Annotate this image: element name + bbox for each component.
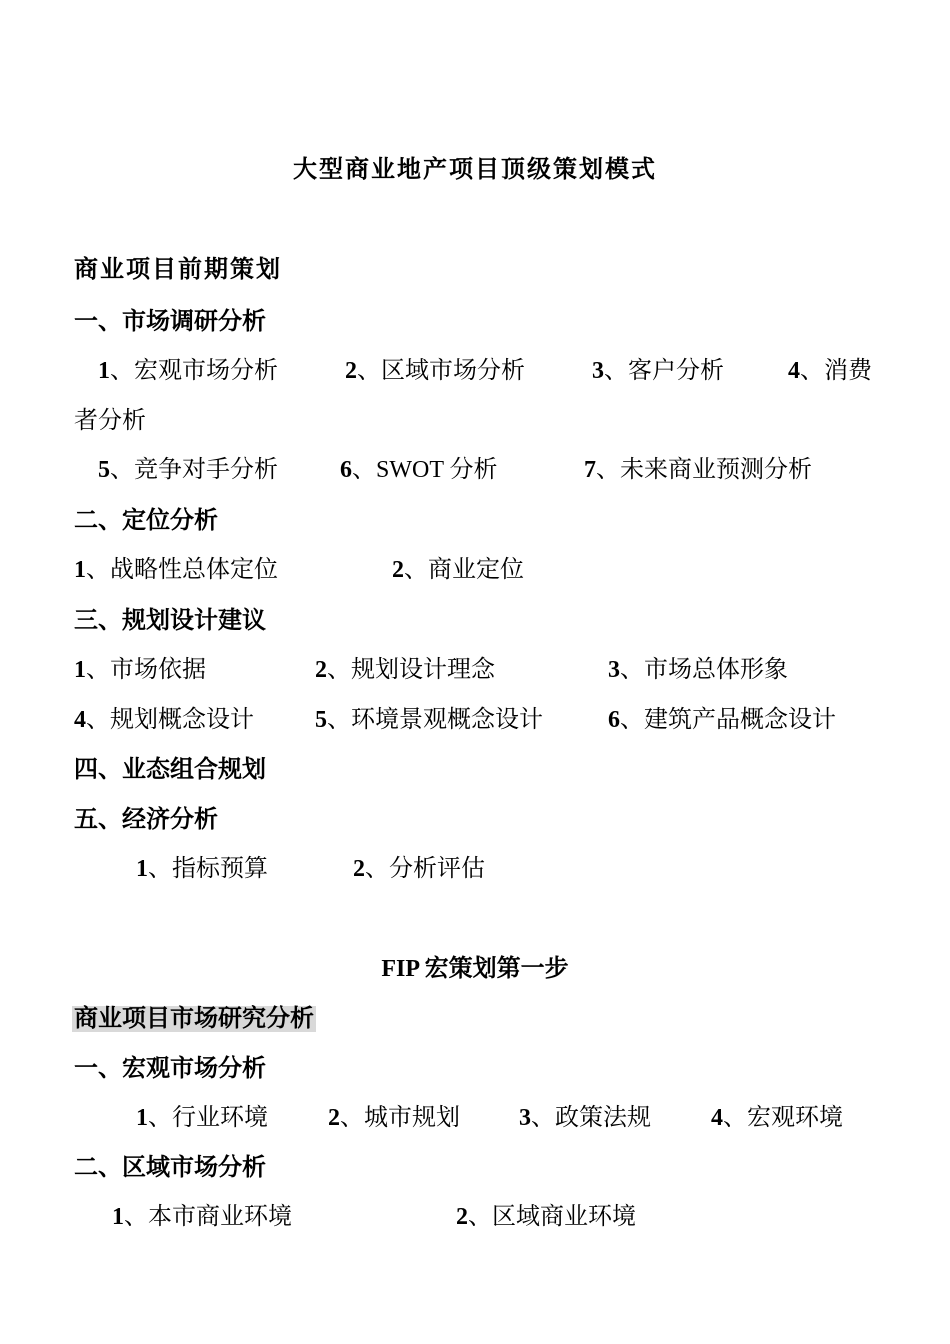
list-item: 4、消费	[788, 358, 872, 384]
list-item: 2、分析评估	[353, 856, 485, 882]
fip-step-title: FIP 宏策划第一步	[381, 956, 569, 982]
section-heading-pre-planning: 商业项目前期策划	[74, 257, 282, 283]
heading-macro-market: 一、宏观市场分析	[74, 1056, 266, 1082]
list-item: 1、指标预算	[136, 856, 268, 882]
heading-economic-analysis: 五、经济分析	[74, 807, 218, 833]
section-heading-market-study: 商业项目市场研究分析	[74, 1006, 314, 1032]
list-item: 3、市场总体形象	[608, 657, 788, 683]
list-item: 2、区域商业环境	[456, 1204, 636, 1230]
list-item: 1、行业环境	[136, 1105, 268, 1131]
list-item: 5、环境景观概念设计	[315, 707, 543, 733]
list-item: 2、商业定位	[392, 557, 524, 583]
heading-planning-design: 三、规划设计建议	[74, 608, 266, 634]
list-item: 5、竞争对手分析	[98, 457, 278, 483]
heading-business-mix: 四、业态组合规划	[74, 757, 266, 783]
list-item: 7、未来商业预测分析	[584, 457, 812, 483]
list-item-continuation: 者分析	[74, 408, 146, 434]
list-item: 2、区域市场分析	[345, 358, 525, 384]
list-item: 6、建筑产品概念设计	[608, 707, 836, 733]
heading-market-research: 一、市场调研分析	[74, 309, 266, 335]
list-item: 1、本市商业环境	[112, 1204, 292, 1230]
heading-positioning: 二、定位分析	[74, 508, 218, 534]
document-title: 大型商业地产项目顶级策划模式	[293, 157, 657, 183]
list-item: 1、宏观市场分析	[98, 358, 278, 384]
list-item: 2、规划设计理念	[315, 657, 495, 683]
list-item: 2、城市规划	[328, 1105, 460, 1131]
list-item: 6、SWOT 分析	[340, 457, 498, 483]
list-item: 3、政策法规	[519, 1105, 651, 1131]
list-item: 4、规划概念设计	[74, 707, 254, 733]
list-item: 1、市场依据	[74, 657, 206, 683]
list-item: 3、客户分析	[592, 358, 724, 384]
list-item: 4、宏观环境	[711, 1105, 843, 1131]
list-item: 1、战略性总体定位	[74, 557, 278, 583]
heading-regional-market: 二、区域市场分析	[74, 1155, 266, 1181]
